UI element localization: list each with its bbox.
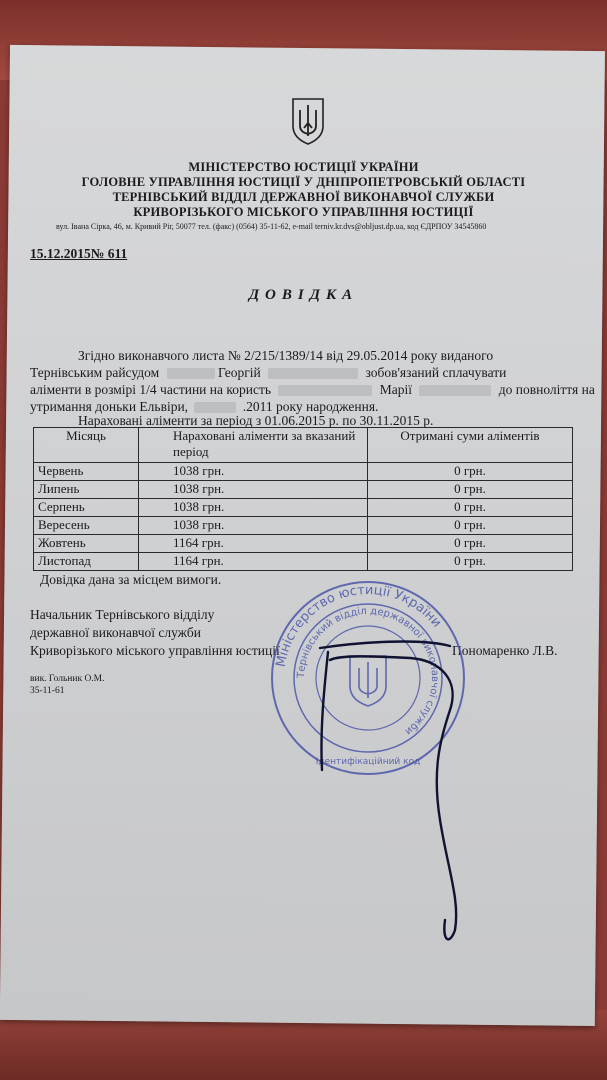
period-line: Нараховані аліменти за період з 01.06.2015 р. по 30.11.2015 р. [78, 413, 434, 428]
table-row [34, 463, 573, 481]
received-cell: 0 грн. [368, 481, 573, 499]
document-title: ДОВІДКА [248, 287, 359, 303]
header-division: ТЕРНІВСЬКИЙ ВІДДІЛ ДЕРЖАВНОЇ ВИКОНАВЧОЇ СЛУЖБИ [112, 190, 495, 204]
accrued-cell: 1164 грн. [139, 553, 368, 571]
received-cell: 0 грн. [368, 535, 573, 553]
received-cell: 0 грн. [368, 553, 573, 571]
received-cell: 0 грн. [368, 499, 573, 517]
document-date-number: 15.12.2015№ 611 [30, 246, 128, 261]
table-row [34, 517, 573, 535]
alimony-table [33, 427, 573, 571]
received-cell: 0 грн. [368, 517, 573, 535]
trident-emblem-icon [290, 96, 326, 146]
stamp-outer-text: Міністерство юстиції України [273, 582, 445, 669]
handwritten-signature [300, 620, 490, 950]
debtor-name: Георгій [217, 365, 261, 380]
executor-name: вик. Гольник О.М. [30, 674, 105, 684]
signer-name: Пономаренко Л.В. [452, 643, 558, 658]
court-text: Тернівським райсудом [30, 365, 160, 380]
header-main-department: ГОЛОВНЕ УПРАВЛІННЯ ЮСТИЦІЇ У ДНІПРОПЕТРОВСЬКІЙ ОБЛАСТІ [81, 175, 526, 189]
header-ministry: МІНІСТЕРСТВО ЮСТИЦІЇ УКРАЇНИ [188, 160, 419, 174]
executor-phone: 35-11-61 [30, 686, 65, 696]
month-cell: Листопад [34, 553, 139, 571]
month-cell: Липень [34, 481, 139, 499]
col-month-header: Місяць [34, 428, 139, 463]
closing-text: Довідка дана за місцем вимоги. [40, 572, 222, 587]
table-header-row [34, 428, 573, 463]
table-row [34, 499, 573, 517]
body-line-3 [30, 382, 595, 398]
col-received-header: Отримані суми аліментів [368, 428, 573, 463]
stamp-ring-text: Тернівський відділ державної виконавчої служби [295, 605, 441, 737]
redacted-patronymic-2 [419, 385, 491, 396]
redacted-surname-2 [278, 385, 372, 396]
accrued-cell: 1038 грн. [139, 499, 368, 517]
header-address: вул. Івана Сірка, 46, м. Кривий Ріг, 50077 тел. (факс) (0564) 35-11-62, e-mail terniv.kr.dvs@obljust.dp.ua, код ЄДРПОУ 34545860 [56, 222, 487, 231]
header-city-department: КРИВОРІЗЬКОГО МІСЬКОГО УПРАВЛІННЯ ЮСТИЦІЇ [133, 205, 474, 219]
accrued-cell: 1038 грн. [139, 481, 368, 499]
received-cell: 0 грн. [368, 463, 573, 481]
col-accrued-header: Нараховані аліменти за вказаний період [139, 428, 368, 463]
recipient-name: Марії [379, 382, 413, 397]
body-line-2 [30, 365, 506, 381]
accrued-cell: 1164 грн. [139, 535, 368, 553]
accrued-cell: 1038 грн. [139, 517, 368, 535]
month-cell: Вересень [34, 517, 139, 535]
amount-text: аліменти в розмірі 1/4 частини на користь [30, 382, 272, 397]
table-row [34, 535, 573, 553]
table-row [34, 553, 573, 571]
month-cell: Червень [34, 463, 139, 481]
month-cell: Жовтень [34, 535, 139, 553]
table-row [34, 481, 573, 499]
signer-position-2: державної виконавчої служби [30, 625, 201, 640]
stamp-id-text: Ідентифікаційний код [315, 757, 421, 767]
signer-position-3: Криворізького міського управління юстиції [30, 643, 280, 658]
redacted-surname-1 [167, 368, 215, 379]
obligation-text: зобов'язаний сплачувати [365, 365, 507, 380]
accrued-cell: 1038 грн. [139, 463, 368, 481]
birth-year-text: .2011 року народження. [242, 399, 379, 414]
signer-position-1: Начальник Тернівського відділу [30, 607, 215, 622]
redacted-patronymic [268, 368, 358, 379]
body-line-1: Згідно виконавчого листа № 2/215/1389/14 від 29.05.2014 року виданого [78, 348, 494, 363]
month-cell: Серпень [34, 499, 139, 517]
redacted-birthdate [194, 402, 236, 413]
child-text: утримання доньки Ельвіри, [30, 399, 189, 414]
term-text: до повноліття на [498, 382, 595, 397]
